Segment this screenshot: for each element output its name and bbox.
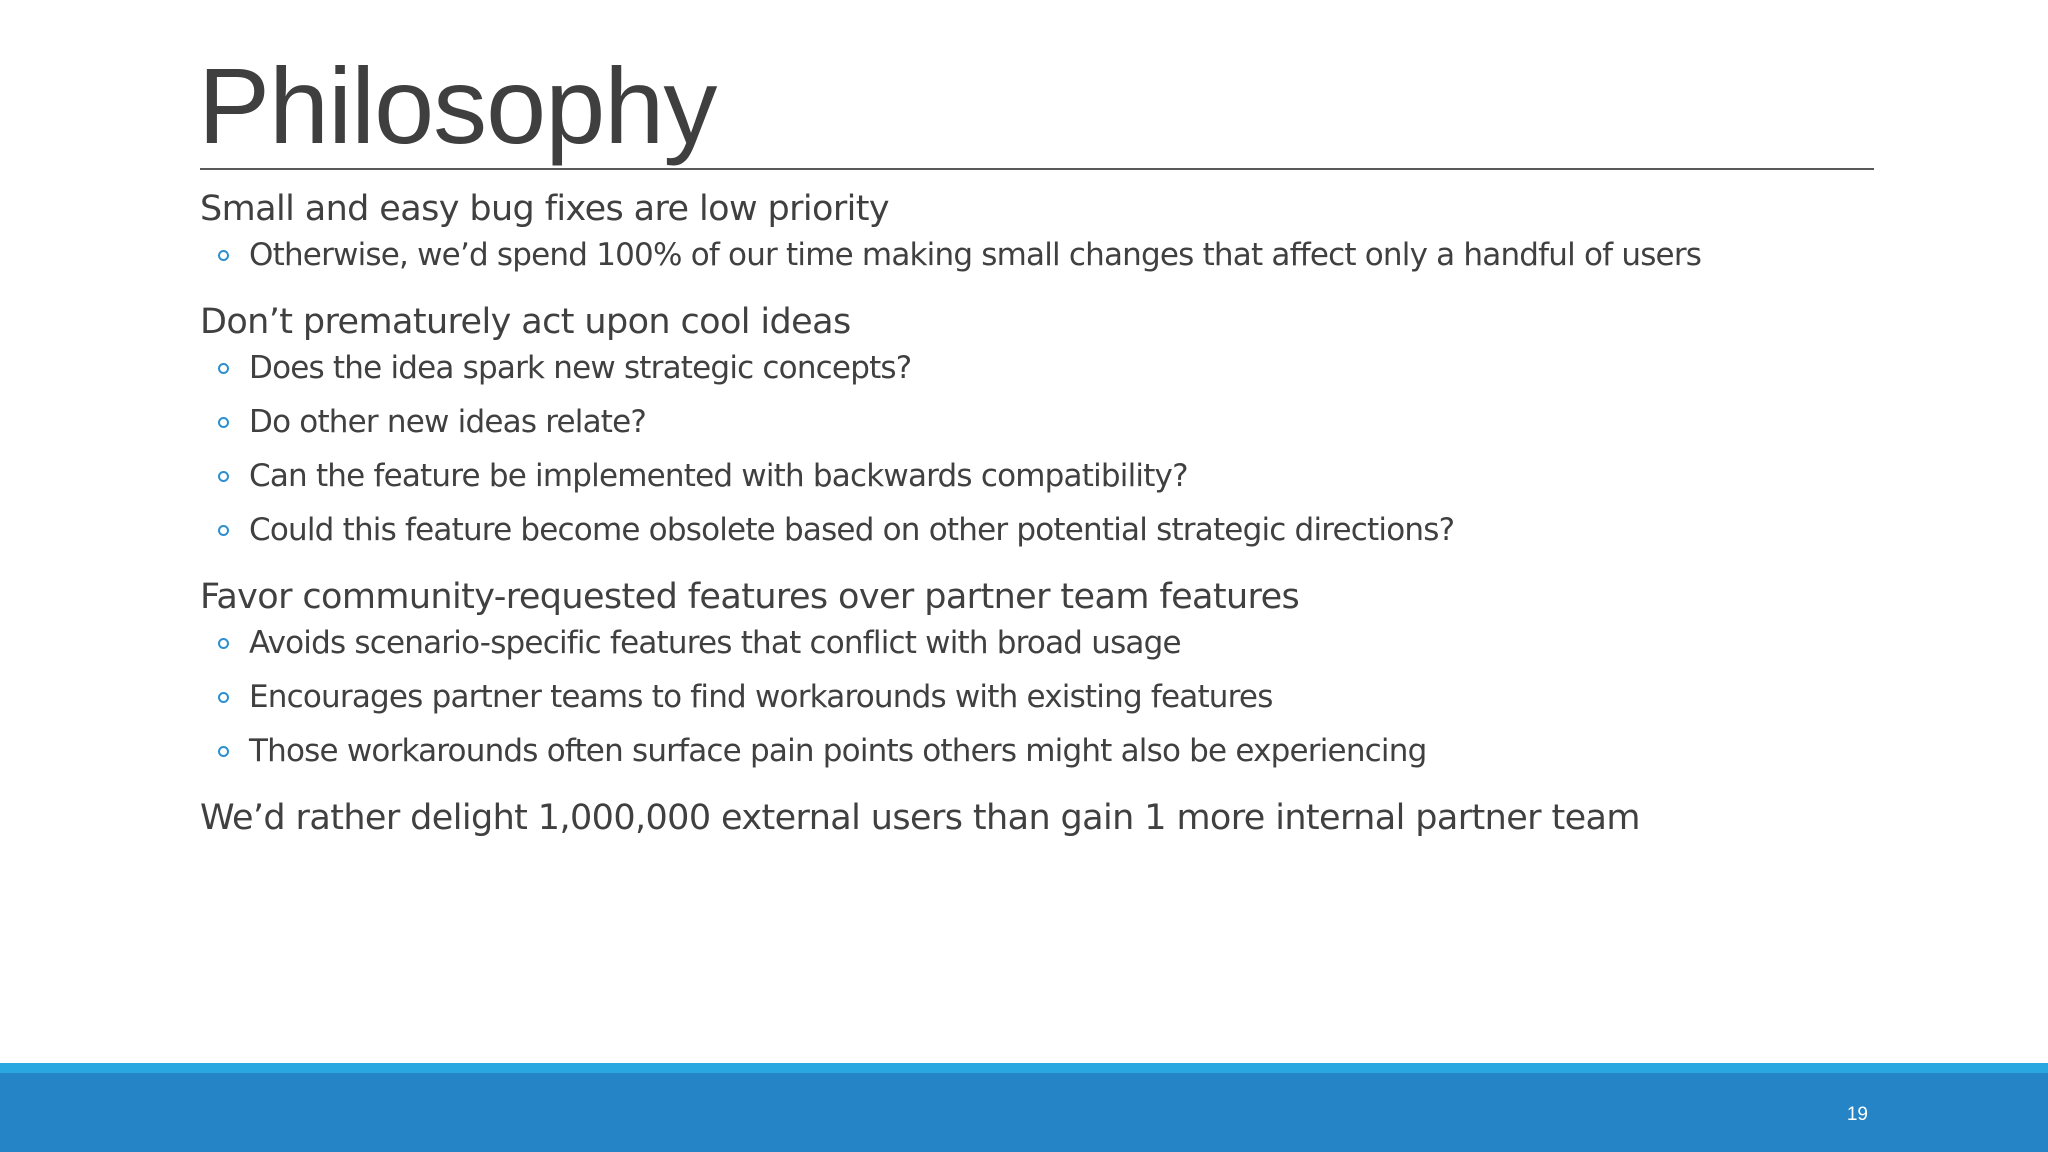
circle-bullet-icon [218, 525, 229, 536]
bullet-text: Does the idea spark new strategic concepts? [249, 350, 912, 386]
bullet-item [200, 453, 1900, 500]
circle-bullet-icon [218, 417, 229, 428]
section-cool-ideas [200, 299, 1900, 554]
bullet-text: Could this feature become obsolete based on other potential strategic directions? [249, 512, 1455, 548]
circle-bullet-icon [218, 363, 229, 374]
bullet-list [200, 620, 1900, 775]
bullet-item [200, 232, 1900, 279]
bullet-text: Do other new ideas relate? [249, 404, 647, 440]
circle-bullet-icon [218, 746, 229, 757]
bullet-text: Can the feature be implemented with backwards compatibility? [249, 458, 1188, 494]
circle-bullet-icon [218, 638, 229, 649]
bullet-item [200, 345, 1900, 392]
bullet-text: Encourages partner teams to find workarounds with existing features [249, 679, 1273, 715]
bullet-list [200, 345, 1900, 554]
footer-accent-stripe [0, 1063, 2048, 1073]
bullet-item [200, 728, 1900, 775]
slide-title: Philosophy [198, 45, 717, 166]
section-heading: Favor community-requested features over partner team features [200, 577, 1300, 617]
section-heading: We’d rather delight 1,000,000 external users than gain 1 more internal partner team [200, 798, 1640, 838]
slide-content [200, 186, 1900, 841]
section-heading: Small and easy bug fixes are low priority [200, 189, 889, 229]
bullet-item [200, 674, 1900, 721]
circle-bullet-icon [218, 471, 229, 482]
section-heading: Don’t prematurely act upon cool ideas [200, 302, 851, 342]
circle-bullet-icon [218, 250, 229, 261]
circle-bullet-icon [218, 692, 229, 703]
slide-number: 19 [1846, 1104, 1868, 1125]
bullet-text: Those workarounds often surface pain points others might also be experiencing [249, 733, 1427, 769]
bullet-text: Otherwise, we’d spend 100% of our time making small changes that affect only a handful of users [249, 237, 1702, 273]
bullet-item [200, 620, 1900, 667]
bullet-item [200, 507, 1900, 554]
bullet-list [200, 232, 1900, 279]
section-community-features [200, 574, 1900, 775]
bullet-item [200, 399, 1900, 446]
title-divider [200, 168, 1874, 170]
section-delight-users [200, 795, 1900, 841]
bullet-text: Avoids scenario-specific features that conflict with broad usage [249, 625, 1181, 661]
section-low-priority-fixes [200, 186, 1900, 279]
footer-bar [0, 1073, 2048, 1152]
